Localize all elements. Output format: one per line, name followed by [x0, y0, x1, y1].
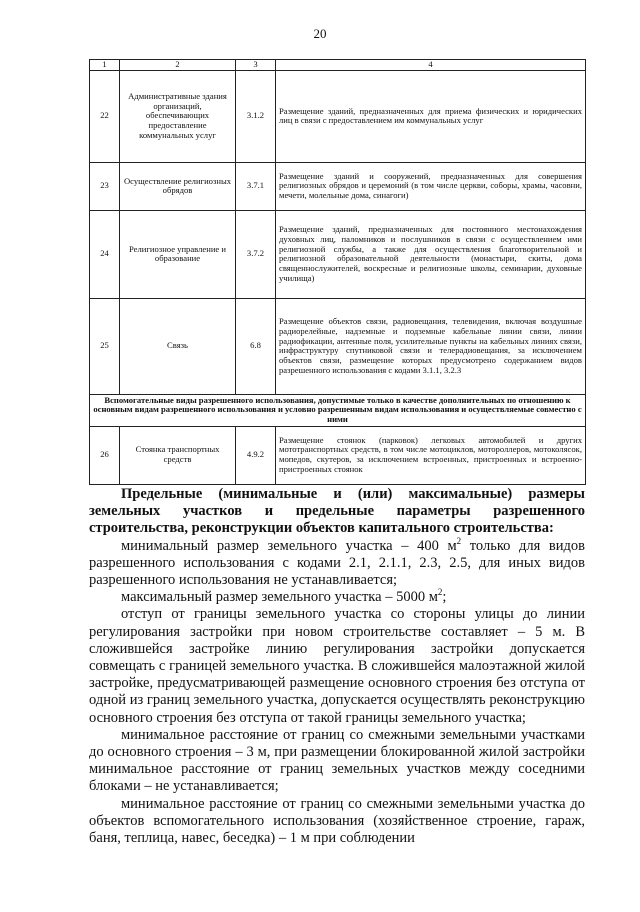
- superscript: 2: [456, 535, 462, 546]
- use-type-description: Размещение зданий, предназначенных для приема физических и юридических лиц в связи с предоставлением им коммунальных услуг: [276, 70, 586, 162]
- header-cell: 4: [276, 60, 586, 71]
- row-number: 22: [90, 70, 120, 162]
- header-cell: 1: [90, 60, 120, 71]
- use-type-description: Размещение зданий, предназначенных для постоянного местонахождения духовных лиц, паломников и послушников в связи с осуществлением ими религиозной службы, а также для осуществления благотворительной и религиозной образовательной деятельности (монастыри, скиты, дома священнослужителей, воскресные и религиозные школы, семинарии, духовные училища): [276, 210, 586, 298]
- use-type-name: Стоянка транспортных средств: [120, 426, 236, 484]
- table-row: [90, 70, 586, 162]
- row-number: 23: [90, 162, 120, 210]
- section-title: Вспомогательные виды разрешенного использования, допустимые только в качестве дополнительных по отношению к основным видам разрешенного использования и условно разрешенным видам использования и осуществляемые совместно с ними: [90, 394, 586, 426]
- use-type-code: 3.7.2: [236, 210, 276, 298]
- regulations-text: [89, 486, 585, 847]
- text-span: ;: [442, 589, 447, 606]
- text-span: только для видов разрешенного использования с кодами 2.1, 2.1.1, 2.3, 2.5, для иных видов разрешенного использования не устанавливается;: [89, 537, 585, 589]
- table-row: [90, 210, 586, 298]
- use-type-code: 3.7.1: [236, 162, 276, 210]
- use-type-name: Административные здания организаций, обеспечивающих предоставление коммунальных услуг: [120, 70, 236, 162]
- header-cell: 3: [236, 60, 276, 71]
- row-number: 25: [90, 298, 120, 394]
- use-type-code: 4.9.2: [236, 426, 276, 484]
- use-type-description: Размещение объектов связи, радиовещания, телевидения, включая воздушные радиорелейные, надземные и подземные кабельные линии связи, линии радиофикации, антенные поля, усилительные пункты на кабельных линиях связи, инфраструктуру спутниковой связи и телерадиовещания, за исключением объектов связи, размещение которых предусмотрено содержанием видов разрешенного использования с кодами 3.1.1, 3.2.3: [276, 298, 586, 394]
- superscript: 2: [437, 587, 443, 598]
- paragraph-setback: отступ от границы земельного участка со стороны улицы до линии регулирования застройки при новом строительстве составляет – 5 м. В сложившейся застройке линию регулирования застройки допускается совмещать с границей земельного участка. В сложившейся малоэтажной жилой застройке, предусматривающей размещение основного строения без отступа от одной из границ земельного участка, допускается осуществлять реконструкцию основного строения без отступа от такой границы земельного участка;: [89, 606, 585, 726]
- paragraph-min-distance-aux: минимальное расстояние от границ со смежными земельными участка до объектов вспомогательного использования (хозяйственное строение, гараж, баня, теплица, навес, беседка) – 1 м при соблюдении: [89, 795, 585, 847]
- use-type-description: Размещение стоянок (парковок) легковых автомобилей и других мототранспортных средств, в том числе мотоциклов, мотороллеров, мотоколясок, мопедов, скутеров, за исключением встроенных, пристроенных и встроенно-пристроенных стоянок: [276, 426, 586, 484]
- use-type-description: Размещение зданий и сооружений, предназначенных для совершения религиозных обрядов и церемоний (в том числе церкви, соборы, храмы, часовни, мечети, молельные дома, синагоги): [276, 162, 586, 210]
- row-number: 24: [90, 210, 120, 298]
- use-type-code: 3.1.2: [236, 70, 276, 162]
- paragraph-min-size: [89, 535, 585, 590]
- use-type-name: Осуществление религиозных обрядов: [120, 162, 236, 210]
- table-row: [90, 298, 586, 394]
- text-span: максимальный размер земельного участка – 5000 м: [121, 589, 438, 606]
- table-header-row: [90, 60, 586, 71]
- paragraph-max-size: [89, 589, 585, 606]
- use-type-name: Связь: [120, 298, 236, 394]
- paragraph-min-distance-main: минимальное расстояние от границ со смежными земельными участками до основного строения – 3 м, при размещении блокированной жилой застройки минимальное расстояние от границ земельных участков между соседними блоками – не устанавливается;: [89, 726, 585, 795]
- table-row: [90, 426, 586, 484]
- use-type-code: 6.8: [236, 298, 276, 394]
- use-type-name: Религиозное управление и образование: [120, 210, 236, 298]
- header-cell: 2: [120, 60, 236, 71]
- table-row: [90, 162, 586, 210]
- section-header-row: [90, 394, 586, 426]
- row-number: 26: [90, 426, 120, 484]
- page-number: 20: [313, 26, 327, 41]
- section-heading: Предельные (минимальные и (или) максимальные) размеры земельных участков и предельные параметры разрешенного строительства, реконструкции объектов капитального строительства:: [89, 486, 585, 537]
- text-span: минимальный размер земельного участка – 400 м: [121, 537, 457, 554]
- land-use-table: [89, 59, 586, 485]
